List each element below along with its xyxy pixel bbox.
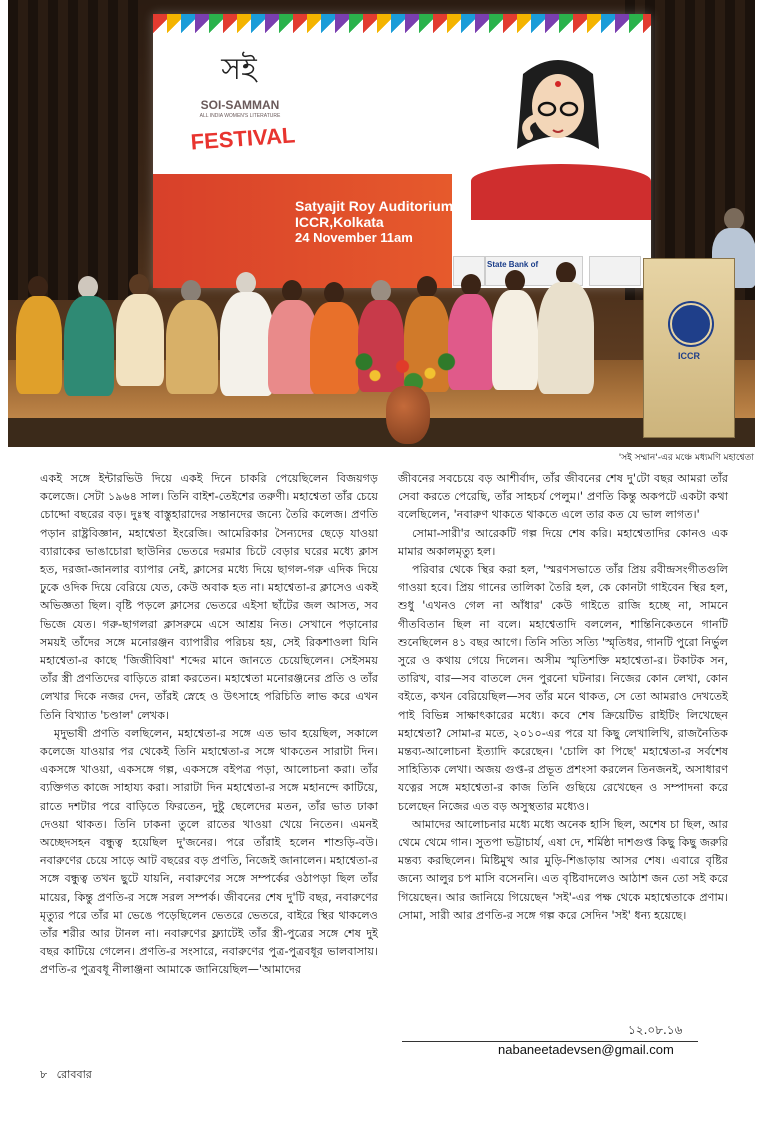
open-book-graphic — [471, 164, 651, 220]
article-paragraph: পরিবার থেকে স্থির করা হল, 'স্মরণসভাতে তাঁর প্রিয় রবীন্দ্রসংগীতগুলি গাওয়া হবে। প্রিয় গানের তালিকা তৈরি হল, কে কোনটা গাইবেন স্থির হল, শুধু 'এখনও গেল না আঁধার' কেউ গাইতে রাজি হচ্ছে না, সামনে গীতবিতান ছিল না বলে। মহাশ্বেতাদি বললেন, শান্তিনিকেতনে গানটি শুনেছিলেন ৪১ বছর আগে। তিনি সত্যি সত্যি 'স্মৃতিধর, গানটি পুরো নির্ভুল সুরে ও কথায় গেয়ে দিলেন। অসীম স্মৃতিশক্তি মহাশ্বেতা-র। টকাটক সন, তারিখ, বার—সব বাতলে দেন পুরনো ঘটনার। নিজের কোন লেখা, কোন বইতে, কখন বেরিয়েছিল—সব তাঁর মনে থাকত, সে তো আমরাও দেখতেই পাই বিভিন্ন সাক্ষাৎকারের মধ্যে। কবে শেষ ক্রিয়েটিভ রাইটিং লিখেছেন মহাশ্বেতা? সোমা-র মতে, ২০১০-এর পরে যা কিছু লেখালিখি, রাজনৈতিক মন্তব্য-আলোচনা ইত্যাদি করেছেন। 'চোলি কা পিছে' মহাশ্বেতা-র সর্বশেষ সাহিত্যিক লেখা। অজয় গুপ্ত-র প্রভূত প্রশংসা করলেন তিনজনই, অসাধারণ যত্নের সঙ্গে মহাশ্বেতা-র কাজ তিনি গুছিয়ে রেখেছেন ও সম্পাদনা করে চলেছেন নিজের এত বড় অসুস্থতার মধ্যেও। — [398, 563, 728, 813]
article-date: ১২.০৮.১৬ — [628, 1023, 683, 1037]
seated-guest — [538, 262, 594, 394]
stage-photo — [8, 0, 755, 447]
woman-illustration — [493, 54, 623, 174]
seated-guest — [220, 272, 274, 396]
section-name: রোববার — [56, 1068, 92, 1081]
bunting-decoration — [153, 14, 651, 38]
article-paragraph: সোমা-সারী'র আরেকটি গল্প দিয়ে শেষ করি। মহাশ্বেতাদির কোনও এক মামার অকালমৃত্যু হল। — [398, 526, 728, 558]
page-footer — [40, 1066, 92, 1085]
article-paragraph: মৃদুভাষী প্রণতি বলছিলেন, মহাশ্বেতা-র সঙ্গে এত ভাব হয়েছিল, সকালে কলেজে যাওয়ার পর থেকেই তিনি মহাশ্বেতা-র সঙ্গে থাকতেন সারাটা দিন। একসঙ্গে খাওয়া, একসঙ্গে গল্প, একসঙ্গে বইপত্র পড়া, আলোচনা করা। তাঁর ব্যক্তিগত কাজে সাহায্য করা। সারাটা দিন মহাশ্বেতা-র সঙ্গে মহানন্দে কাটিয়ে, রাতে দশটার পরে বাড়িতে ফিরতেন, দুষ্টু ছেলেদের মতন, তাঁর ভাত ঢাকা দেওয়া থাকত। তিনি ঢাকনা তুলে রাতের খাওয়া খেয়ে নিতেন। এমনই অচ্ছেদসহন বন্ধুত্ব হয়েছিল দু'জনের। পরে তাঁরাই হলেন শাশুড়ি-বউ। নবারুণের চেয়ে সাড়ে আট বছরের বড় প্রণতি, নিজেই জানালেন। মহাশ্বেতা-র সঙ্গে বন্ধুত্ব তখন ছুটে যায়নি, নবারুণের সঙ্গে সম্পর্কের ওঠাপড়া ছিল তাঁর মায়ের, কিন্তু প্রণতি-র সঙ্গে সরল সম্পর্ক। জীবনের শেষ দু'টি বছর, নবারুণের মৃত্যুর পরে তাঁর মা ভেঙে পড়েছিলেন ভেতরে ভেতরে, বাইরে স্থির থাকলেও তাঁর শরীর আর টানল না। নবারুণের ফ্ল্যাটেই তাঁর স্ত্রী-পুত্রের সঙ্গে শেষ দুই বছর কাটিয়ে গেলেন। প্রণতি-র সংসারে, নবারুণের পুত্র-পুত্রবধূর ভালবাসায়। প্রণতি-র পুত্রবধূ নীলাঞ্জনা আমাকে জানিয়েছিল—'আমাদের — [40, 726, 378, 977]
venue-block — [295, 198, 465, 245]
curtain-left — [8, 0, 138, 300]
soi-logo-mark: সই — [221, 52, 257, 87]
seated-guest — [116, 274, 164, 386]
iccr-emblem-icon — [670, 303, 712, 345]
projection-screen — [153, 14, 651, 288]
venue-location: ICCR,Kolkata — [295, 214, 384, 230]
article-paragraph: একই সঙ্গে ইন্টারভিউ দিয়ে একই দিনে চাকরি পেয়েছিলেন বিজয়গড় কলেজে। সেটা ১৯৬৪ সাল। তিনি বাইশ-তেইশের তরুণী। মহাশ্বেতা তাঁর চেয়ে চোদ্দো বছরের বড়। দুঃস্থ বাস্তুহারাদের সন্তানদের জন্যে তৈরি কলেজ। প্রণতি পড়ান রাষ্ট্রবিজ্ঞান, মহাশ্বেতা ইংরেজি। আমেরিকার সৈন্যদের ছেড়ে যাওয়া ব্যারাকের ভাঙাচোরা ছাউনির ভেতরে দরমার চিটে বেড়ার ঘরের মধ্যে ক্লাস হত, দরজা-জানলার ব্যাপার নেই, ক্লাসের মধ্যে দিয়ে ছাগল-গরু এদিক দিয়ে ঢুকে ওদিক দিয়ে বেরিয়ে যেত, কেউ অবাক হত না। মহাশ্বেতা-র ক্লাসেও একই অভিজ্ঞতা ছিল। বৃষ্টি পড়লে ক্লাসের ভেতরে এইসা ছাঁটের জল আসত, সব ভিজে যেত। গরু-ছাগলরা ক্লাসরুমে এসে আশ্রয় নিত। সেখানে পড়ানোর সময়ই তাঁদের সঙ্গে মনোরঞ্জন ব্যাপারীর পরিচয় হয়, সেই রিকশাওলা যিনি মহাশ্বেতা-র কাছে 'জিজীবিষা' শব্দের মানে জানতে চেয়েছিলেন। সেইসময় তাঁর স্ত্রী প্রণতিদের বাড়িতে রান্না করতেন। মহাশ্বেতা মনোরঞ্জনের প্রতি ও তাঁর লেখার দিকে নজর দেন, তাঁরই স্নেহে ও উৎসাহে পরিচিতি লাভ করে এখন তিনি বিখ্যাত 'চণ্ডাল' লেখক। — [40, 472, 378, 722]
festival-wordmark: FESTIVAL — [189, 122, 297, 155]
author-email[interactable]: nabaneetadevsen@gmail.com — [498, 1042, 674, 1057]
sponsor-name: State Bank of — [487, 260, 539, 269]
article-column-right — [398, 470, 728, 925]
venue-date: 24 November 11am — [295, 230, 413, 245]
seated-guest — [16, 276, 62, 394]
article-paragraph: আমাদের আলোচনার মধ্যে মধ্যে অনেক হাসি ছিল, অশেষ চা ছিল, আর থেমে থেমে গান। সুতপা ভট্টাচার্য, এষা দে, শর্মিষ্ঠা দাশগুপ্ত কিছু কিছু জরুরি মন্তব্য করছিলেন। মিষ্টিমুখ আর মুড়ি-শিঙাড়ায় আসর শেষ। এবারে বৃষ্টির জন্যে আলুর চপ মাসি বসেননি। এত বৃষ্টিবাদলেও আঠাশ জন তো সই করে গিয়েছেন। আর জানিয়ে গিয়েছেন 'সই'-এর পক্ষ থেকে মহাশ্বেতাকে প্রণাম। সোমা, সারী আর প্রণতি-র সঙ্গে গল্প করে সেদিন 'সই' ধন্য হয়েছে। — [398, 817, 728, 922]
seated-guest — [64, 276, 114, 396]
podium-label: ICCR — [678, 351, 700, 361]
article-column-left — [40, 470, 378, 980]
photo-caption: 'সই সম্মান'-এর মঞ্চে মধ্যমণি মহাশ্বেতা — [618, 453, 754, 463]
soi-logo-subtitle: ALL INDIA WOMEN'S LITERATURE — [199, 113, 281, 119]
venue-name: Satyajit Roy Auditorium — [295, 198, 454, 214]
page-number: ৮ — [40, 1068, 48, 1081]
sponsor-logo — [589, 256, 641, 286]
seated-guest — [492, 270, 538, 390]
article-paragraph: জীবনের সবচেয়ে বড় আশীর্বাদ, তাঁর জীবনের শেষ দু'টো বছর আমরা তাঁর সেবা করতে পেরেছি, তাঁর সাহচর্য পেলুম।' প্রণতি কিন্তু অকপটে একটা কথা বলেছিলেন, 'নবারুণ থাকতে থাকতে এলে তার কত যে ভাল লাগত।' — [398, 472, 728, 522]
flower-vase — [386, 386, 430, 444]
soi-logo-name: SOI-SAMMAN — [200, 98, 280, 112]
podium — [643, 258, 735, 438]
seated-guest — [166, 280, 218, 394]
